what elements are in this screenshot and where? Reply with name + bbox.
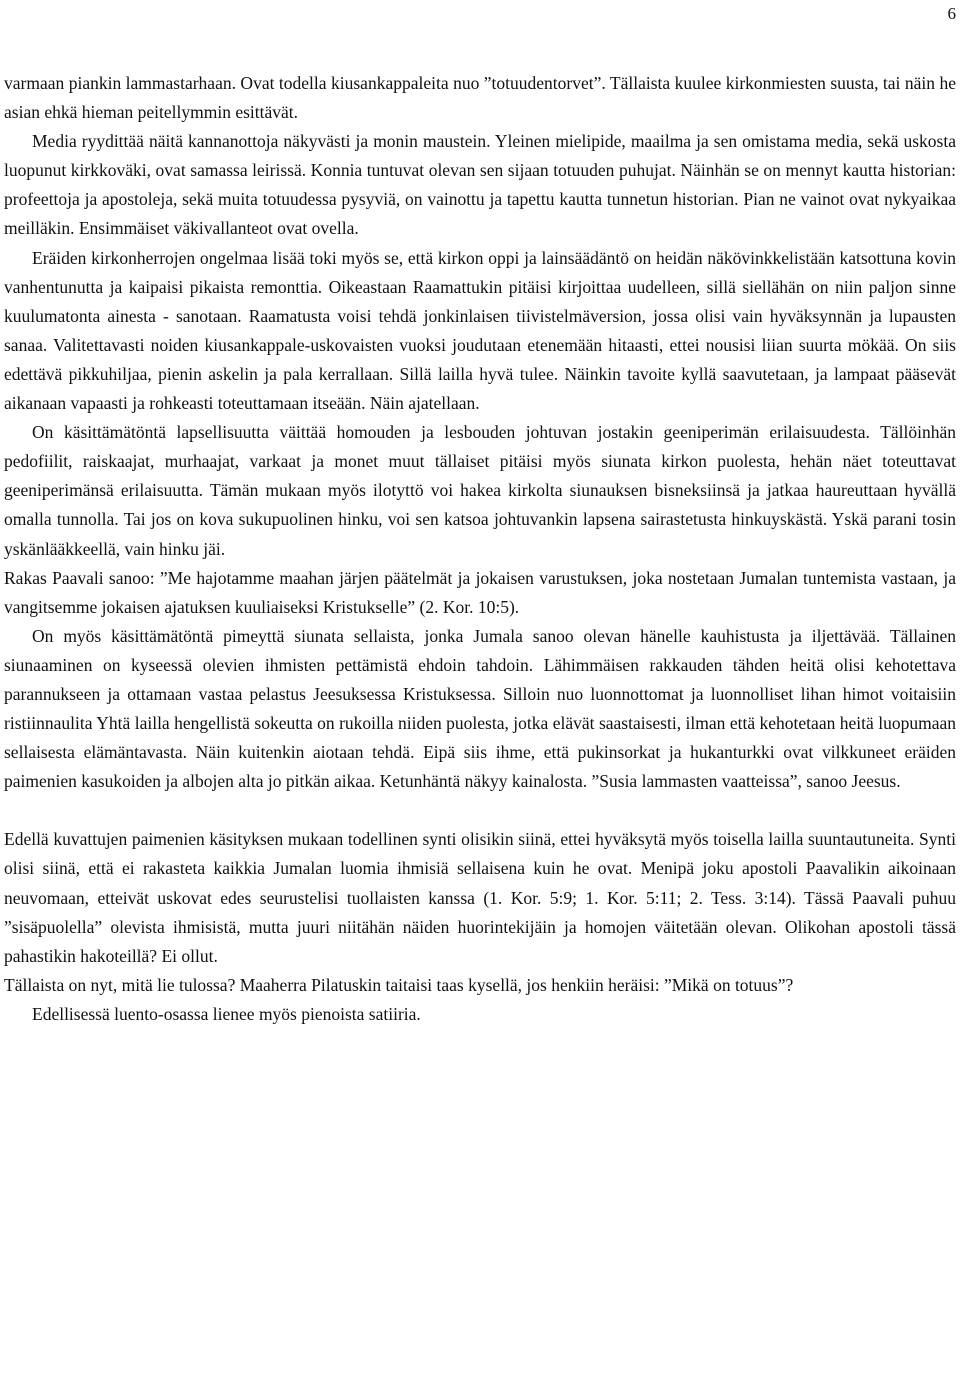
paragraph-blessing: On myös käsittämätöntä pimeyttä siunata sellaista, jonka Jumala sanoo olevan hänelle kauhistusta ja iljettävää. Tällainen siunaaminen on kyseessä olevien ihmisten pettämistä ehdoin tahdoin. Lähimmäisen rakkauden tähden heitä olisi kehotettava parannukseen ja ottamaan vastaa pelastus Jeesuksessa Kristuksessa. Silloin nuo luonnottomat ja luonnolliset lihan himot voitaisiin ristiinnaulita Yhtä lailla hengellistä sokeutta on rukoilla niiden puolesta, jotka elävät saastaisesti, ilman että kehotetaan heitä luopumaan sellaisesta elämäntavasta. Näin kuitenkin aiotaan tehdä. Eipä siis ihme, että pukinsorkat ja hukanturkki ovat vilkkuneet eräiden paimenien kasukoiden ja albojen alta jo pitkän aikaa. Ketunhäntä näkyy kainalosta. ”Susia lammasten vaatteissa”, sanoo Jeesus. bbox=[4, 625, 956, 792]
paragraph-media: Media ryydittää näitä kannanottoja näkyvästi ja monin maustein. Yleinen mielipide, maailma ja sen omistama media, sekä uskosta luopunut kirkkoväki, ovat samassa leirissä. Konnia tuntuvat olevan sen sijaan totuuden puhujat. Näinhän se on mennyt kautta historian: profeettoja ja apostoleja, sekä muita totuudessa pysyviä, on vainottu ja tapettu kautta tunnetun historian. Pian ne vainot ovat nykyaikaa meilläkin. Ensimmäiset väkivallanteot ovat ovella. bbox=[4, 131, 956, 239]
paragraph-paul-quote: Rakas Paavali sanoo: ”Me hajotamme maahan järjen päätelmät ja jokaisen varustuksen, joka nostetaan Jumalan tuntemista vastaan, ja vangitsemme jokaisen ajatuksen kuuliaiseksi Kristukselle” (2. Kor. 10:5). bbox=[4, 567, 956, 617]
paragraph-pilate: Tällaista on nyt, mitä lie tulossa? Maaherra Pilatuskin taitaisi taas kysellä, jos henkiin heräisi: ”Mikä on totuus”? bbox=[4, 974, 794, 995]
document-body bbox=[4, 69, 956, 1029]
paragraph-genetics: On käsittämätöntä lapsellisuutta väittää homouden ja lesbouden johtuvan jostakin geeniperimän erilaisuudesta. Tällöinhän pedofiilit, raiskaajat, murhaajat, varkaat ja monet muut tällaiset pitäisi myös siunata kirkon puolesta, hehän näet toteuttavat geeniperimänsä erilaisuutta. Tämän mukaan myös ilotyttö voi hakea kirkolta siunauksen bisneksiinsä ja jatkaa haureuttaan hyvällä omalla tunnolla. Tai jos on kova sukupuolinen hinku, voi sen katsoa johtuvankin lapsena sairastetusta hinkuyskästä. Yskä parani tosin yskänlääkkeellä, vain hinku jäi. bbox=[4, 422, 956, 559]
paragraph-satire: Edellisessä luento-osassa lienee myös pienoista satiiria. bbox=[32, 1003, 421, 1024]
paragraph-church-leaders: Eräiden kirkonherrojen ongelmaa lisää toki myös se, että kirkon oppi ja lainsäädäntö on heidän näkövinkkelistään katsottuna kovin vanhentunutta ja kaipaisi pikaista remonttia. Oikeastaan Raamattukin pitäisi kirjoittaa uudelleen, sillä siellähän on niin paljon sinne kuulumatonta ainesta - sanotaan. Raamatusta voisi tehdä jonkinlaisen tiivistelmäversion, jossa olisi vain hyväksynnän ja lupausten sanaa. Valitettavasti noiden kiusankappale-uskovaisten vuoksi joudutaan etenemään hitaasti, ettei nousisi liian suurta mökää. On siis edettävä pikkuhiljaa, pienin askelin ja pala kerrallaan. Sillä lailla hyvä tulee. Näinkin tavoite kyllä saavutetaan, ja lampaat pääsevät aikanaan vapaasti ja rohkeasti toteuttamaan itseään. Näin ajatellaan. bbox=[4, 247, 956, 414]
page-number: 6 bbox=[947, 4, 956, 23]
paragraph-true-sin: Edellä kuvattujen paimenien käsityksen mukaan todellinen synti olisikin siinä, ettei hyväksytä myös toisella lailla suuntautuneita. Synti olisi siinä, että ei rakasteta kaikkia Jumalan luomia ihmisiä sellaisena kuin he ovat. Menipä joku apostoli Paavalikin aikoinaan neuvomaan, etteivät uskovat edes seurustelisi tuollaisten kanssa (1. Kor. 5:9; 1. Kor. 5:11; 2. Tess. 3:14). Tässä Paavali puhuu ”sisäpuolella” olevista ihmisistä, mutta juuri niitähän näiden huorintekijäin ja homojen väitetään olevan. Olikohan apostoli tässä pahastikin hakoteillä? Ei ollut. bbox=[4, 829, 956, 966]
paragraph-continued: varmaan piankin lammastarhaan. Ovat todella kiusankappaleita nuo ”totuudentorvet”. Tällaista kuulee kirkonmiesten suusta, tai näin he asian ehkä hieman peitellymmin esittävät. bbox=[4, 73, 956, 123]
